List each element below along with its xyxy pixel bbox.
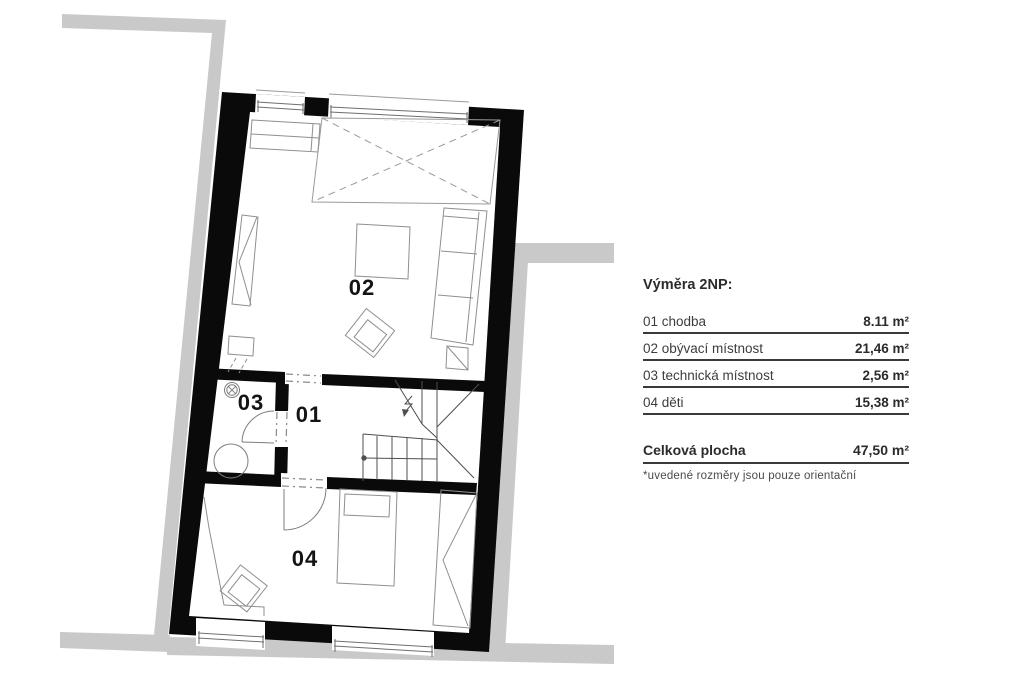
room-label-02: 02 xyxy=(348,275,376,300)
room-area: 2,56 m² xyxy=(862,368,909,383)
legend-rows xyxy=(643,314,909,415)
legend-row-04 xyxy=(643,395,909,415)
sill-line xyxy=(256,90,305,93)
total-value: 47,50 m² xyxy=(852,442,909,458)
room-name: 01 chodba xyxy=(643,314,707,329)
legend-total-row xyxy=(643,442,909,464)
neighbor-right-arm xyxy=(512,243,614,263)
area-legend xyxy=(643,277,909,482)
room-label-04: 04 xyxy=(291,546,319,571)
room-name: 02 obývací místnost xyxy=(643,341,764,356)
room-area: 15,38 m² xyxy=(854,395,909,410)
total-label: Celková plocha xyxy=(643,442,746,458)
neighbor-bottom-left xyxy=(60,632,170,652)
legend-row-01 xyxy=(643,314,909,334)
room-label-01: 01 xyxy=(295,402,323,427)
building-walls xyxy=(169,92,524,652)
legend-note: *uvedené rozměry jsou pouze orientační xyxy=(643,470,857,482)
room-label-03: 03 xyxy=(237,390,265,415)
legend-row-03 xyxy=(643,368,909,388)
room-area: 8.11 m² xyxy=(863,314,909,329)
opening-02-01 xyxy=(285,370,322,386)
room-name: 03 technická místnost xyxy=(643,368,774,383)
legend-row-02 xyxy=(643,341,909,361)
room-area: 21,46 m² xyxy=(854,341,909,356)
room-name: 04 děti xyxy=(643,395,684,410)
legend-title: Výměra 2NP: xyxy=(643,277,733,293)
